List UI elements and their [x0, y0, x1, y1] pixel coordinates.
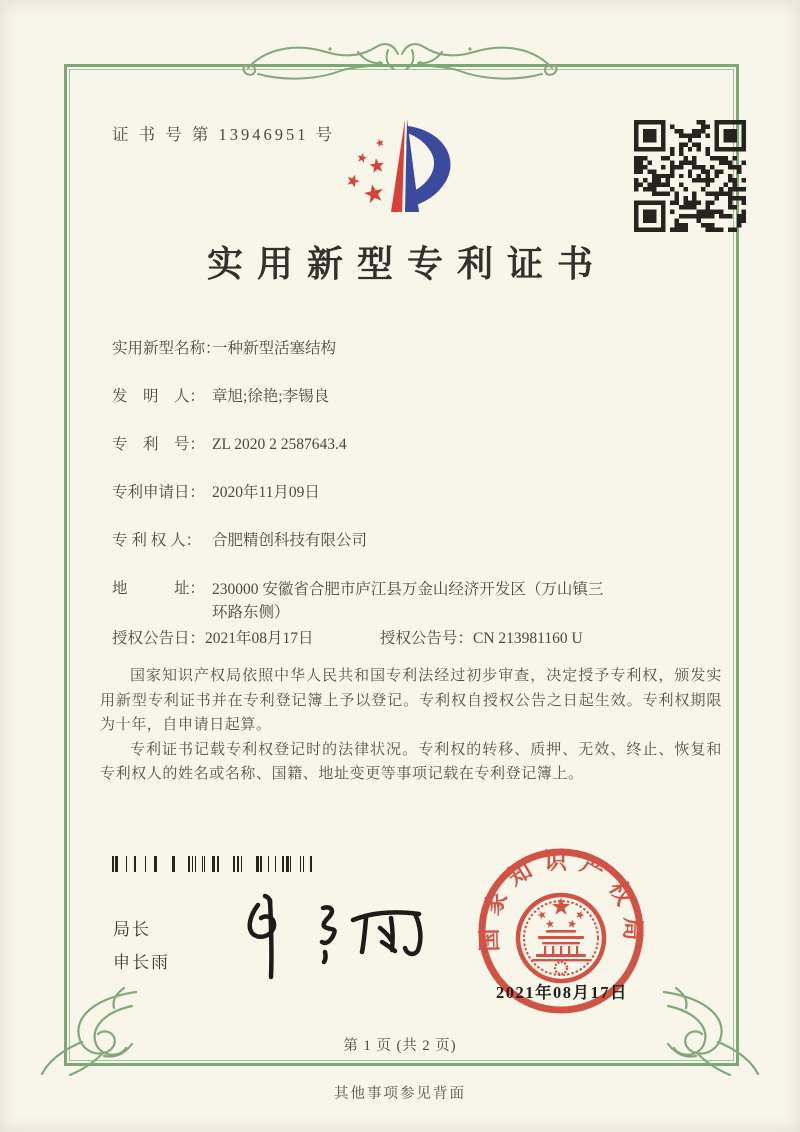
field-label: 地 址： [112, 580, 206, 597]
grant-number-value: CN 213981160 U [473, 630, 583, 647]
signer-name: 申长雨 [113, 953, 170, 972]
field-value: 230000 安徽省合肥市庐江县万金山经济开发区（万山镇三环路东侧） [212, 581, 604, 621]
seal-text: 国家知识产权局 [476, 848, 646, 952]
qr-code [634, 120, 746, 232]
field-row-inventors [112, 386, 692, 408]
body-paragraph-1: 国家知识产权局依照中华人民共和国专利法经过初步审查，决定授予专利权，颁发实用新型专利证书并在专利登记簿上予以登记。专利权自授权公告之日起生效。专利权期限为十年，自申请日起算。 [100, 668, 722, 733]
page-indicator: 第 1 页 (共 2 页) [343, 1038, 457, 1054]
grant-date-value: 2021年08月17日 [205, 630, 314, 647]
certificate-number: 证 书 号 第 13946951 号 [112, 125, 336, 144]
grant-number-pair [380, 628, 583, 650]
signature [225, 880, 440, 985]
field-row-filing-date [112, 482, 692, 504]
field-row-patentee [112, 530, 692, 552]
page-title: 实用新型专利证书 [206, 244, 607, 284]
field-row-address [112, 578, 692, 624]
field-value: 2020年11月09日 [212, 484, 320, 501]
body-paragraph-2: 专利证书记载专利权登记时的法律状况。专利权的转移、质押、无效、终止、恢复和专利权人的姓名或名称、国籍、地址变更等事项记载在专利登记簿上。 [100, 741, 722, 782]
field-row-grant [112, 628, 692, 650]
grant-date-label: 授权公告日： [112, 630, 206, 647]
field-label: 专利申请日： [112, 484, 206, 501]
field-value: 一种新型活塞结构 [212, 340, 337, 357]
field-label: 发 明 人： [112, 388, 206, 405]
signer-title: 局长 [113, 920, 151, 939]
field-value: 合肥精创科技有限公司 [212, 532, 368, 549]
cnipa-logo-icon [333, 106, 478, 234]
footer-note: 其他事项参见背面 [334, 1086, 466, 1102]
seal-date: 2021年08月17日 [496, 983, 628, 1002]
field-row-name [112, 338, 692, 360]
logo-p-mark [391, 119, 450, 212]
barcode [112, 856, 317, 872]
field-row-patent-no [112, 434, 692, 456]
field-value: 章旭;徐艳;李锡良 [212, 388, 330, 405]
field-label: 实用新型名称： [112, 340, 221, 357]
national-emblem [518, 895, 604, 981]
field-value: ZL 2020 2 2587643.4 [212, 436, 347, 453]
field-label: 专 利 权 人： [112, 532, 202, 549]
body-text [100, 664, 722, 787]
field-list [112, 338, 692, 650]
field-label: 专 利 号： [112, 436, 206, 453]
grant-number-label: 授权公告号： [380, 630, 474, 647]
logo-stars [345, 138, 385, 204]
